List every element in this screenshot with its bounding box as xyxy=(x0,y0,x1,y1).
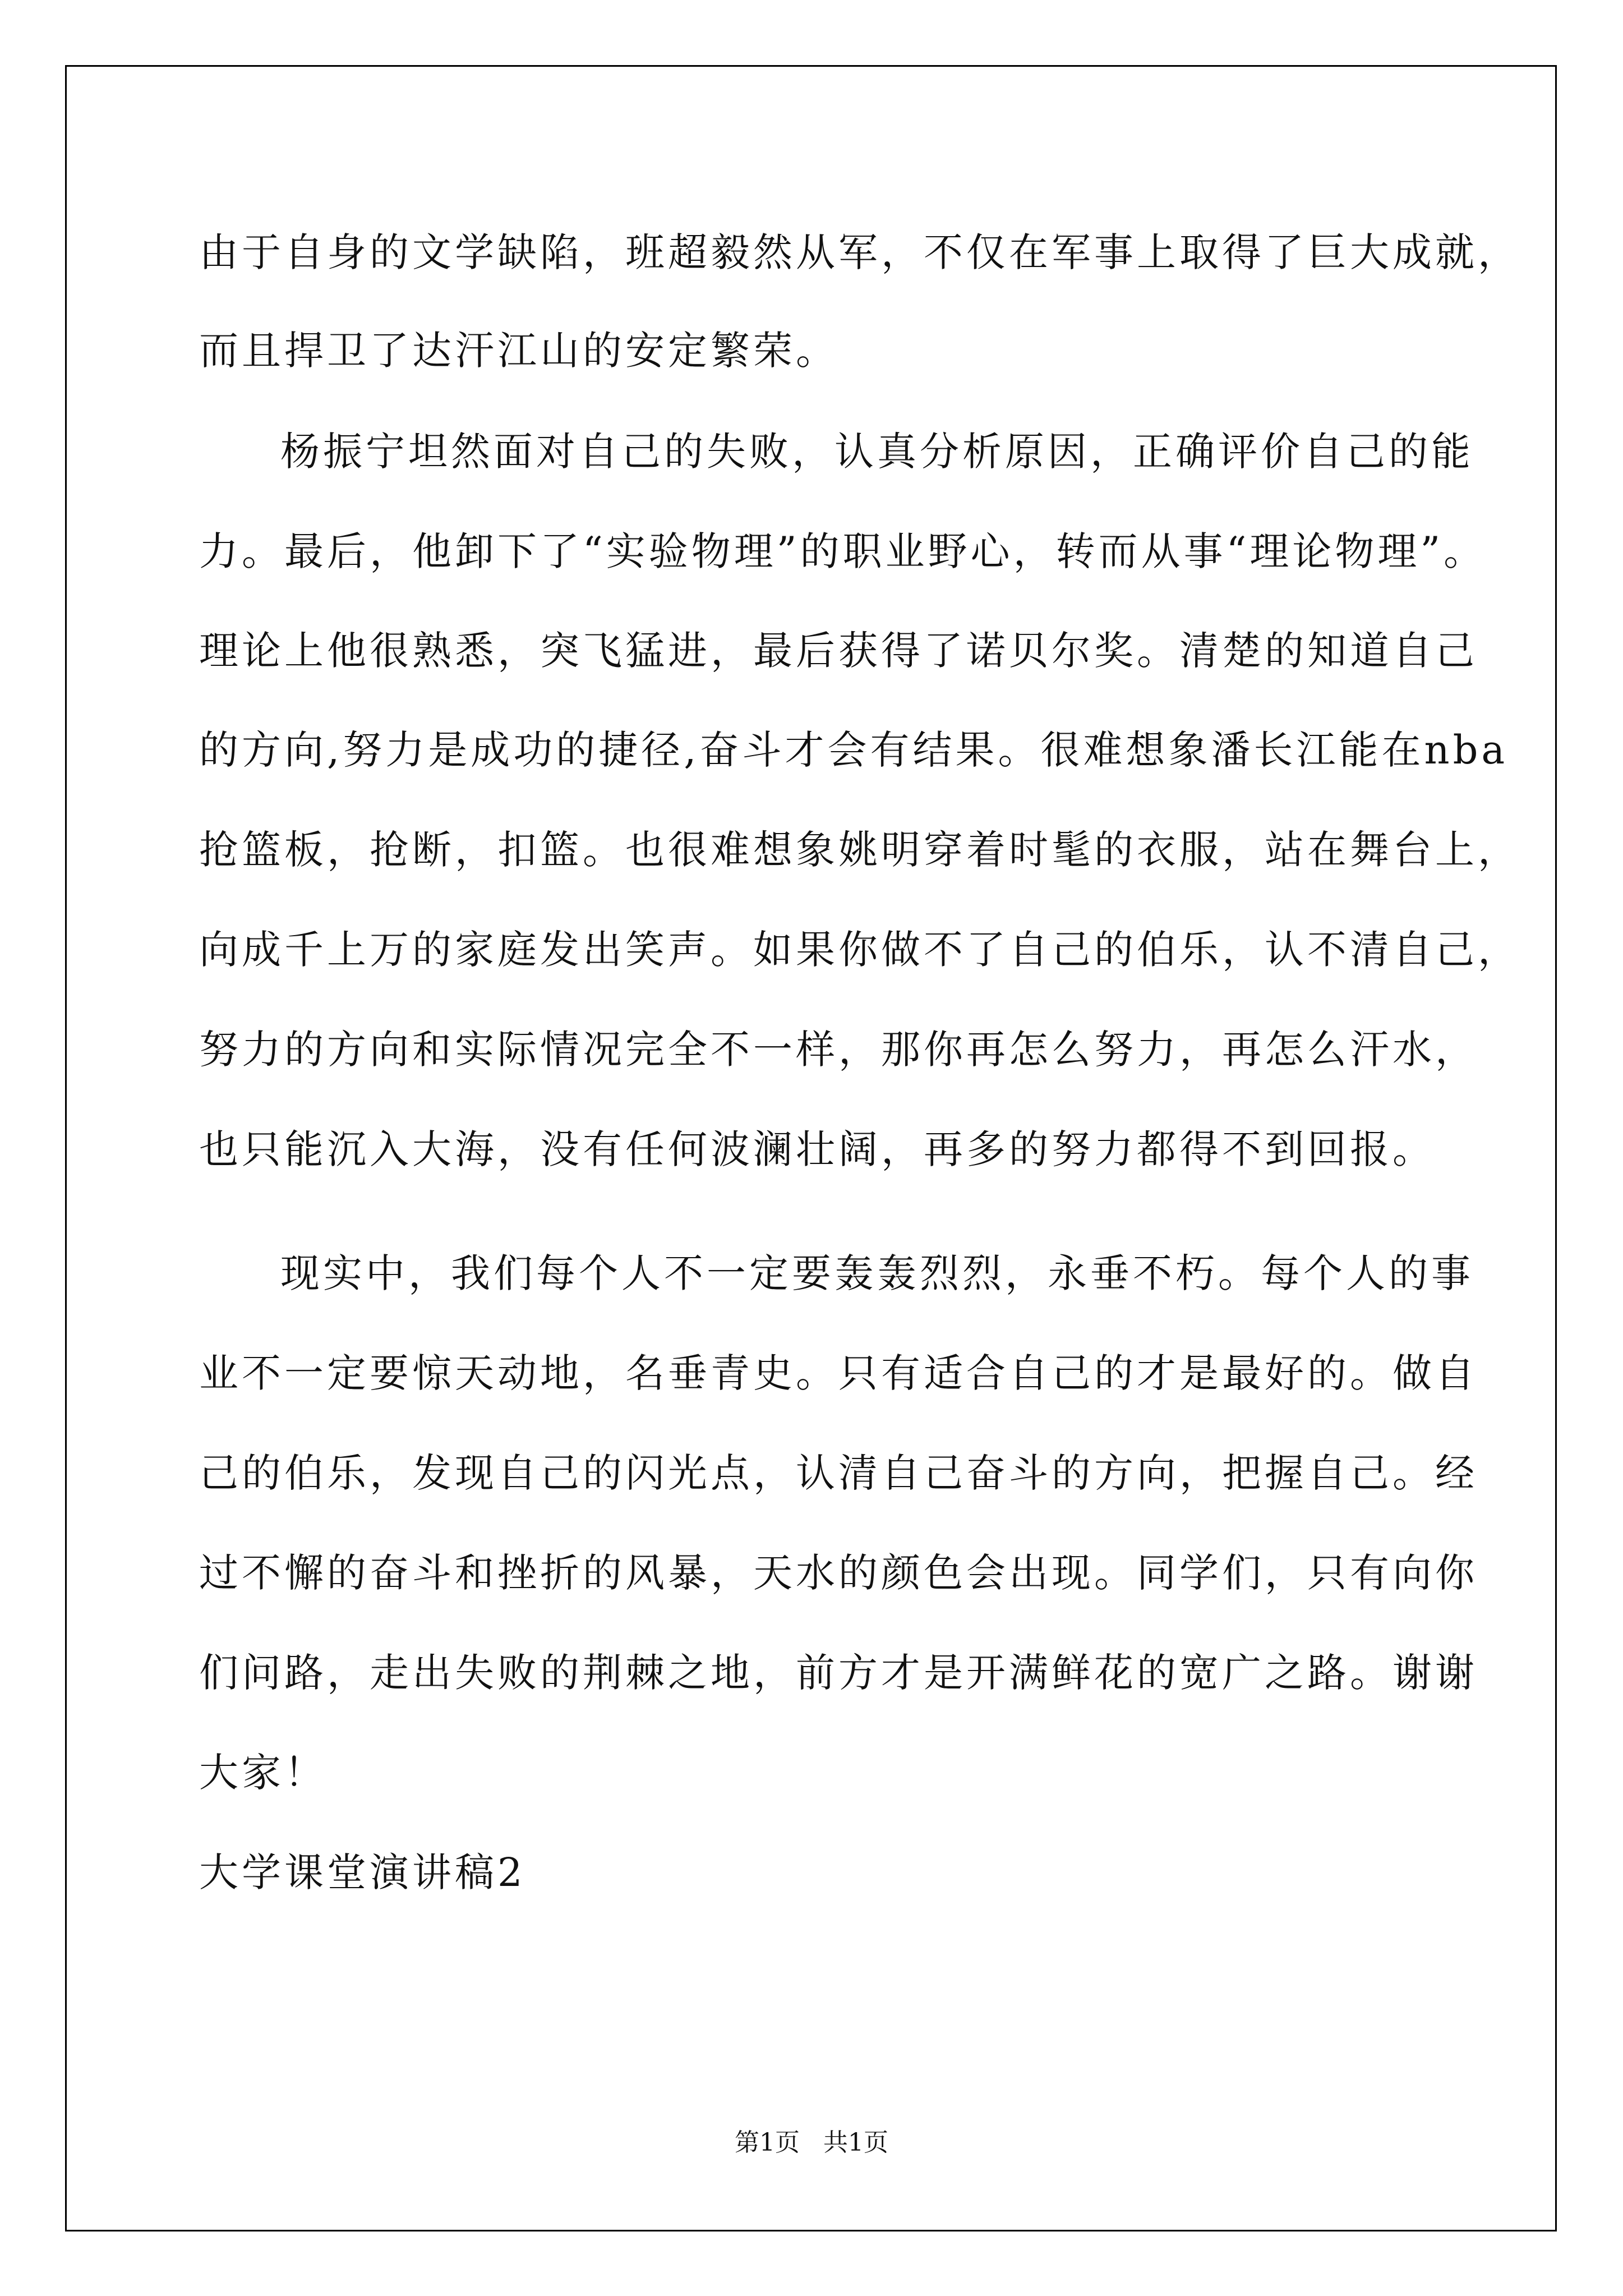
text-line: 现实中，我们每个人不一定要轰轰烈烈，永垂不朽。每个人的事 xyxy=(280,1250,1474,1296)
text-line: 努力的方向和实际情况完全不一样，那你再怎么努力，再怎么汗水， xyxy=(199,1027,1478,1073)
text-line: 的方向,努力是成功的捷径,奋斗才会有结果。很难想象潘长江能在nba xyxy=(199,727,1509,773)
text-line: 也只能沉入大海，没有任何波澜壮阔，再多的努力都得不到回报。 xyxy=(199,1126,1435,1172)
text-line: 而且捍卫了达汗江山的安定繁荣。 xyxy=(199,328,838,374)
text-line: 过不懈的奋斗和挫折的风暴，天水的颜色会出现。同学们，只有向你 xyxy=(199,1550,1478,1596)
text-line: 抢篮板，抢断，扣篮。也很难想象姚明穿着时髦的衣服，站在舞台上， xyxy=(199,827,1520,873)
section-heading: 大学课堂演讲稿2 xyxy=(199,1849,526,1895)
text-line: 业不一定要惊天动地，名垂青史。只有适合自己的才是最好的。做自 xyxy=(199,1350,1478,1396)
text-line: 理论上他很熟悉，突飞猛进，最后获得了诺贝尔奖。清楚的知道自己 xyxy=(199,628,1478,674)
text-line: 己的伯乐，发现自己的闪光点，认清自己奋斗的方向，把握自己。经 xyxy=(199,1450,1478,1496)
text-line: 由于自身的文学缺陷，班超毅然从军，不仅在军事上取得了巨大成就， xyxy=(199,229,1520,275)
text-line: 大家！ xyxy=(199,1750,327,1796)
page-footer: 第1页 共1页 xyxy=(735,2128,888,2157)
text-line: 向成千上万的家庭发出笑声。如果你做不了自己的伯乐，认不清自己， xyxy=(199,927,1520,973)
text-line: 们问路，走出失败的荆棘之地，前方才是开满鲜花的宽广之路。谢谢 xyxy=(199,1650,1478,1696)
text-line: 杨振宁坦然面对自己的失败，认真分析原因，正确评价自己的能 xyxy=(280,429,1474,475)
text-line: 力。最后，他卸下了“实验物理”的职业野心，转而从事“理论物理”。 xyxy=(199,528,1487,574)
